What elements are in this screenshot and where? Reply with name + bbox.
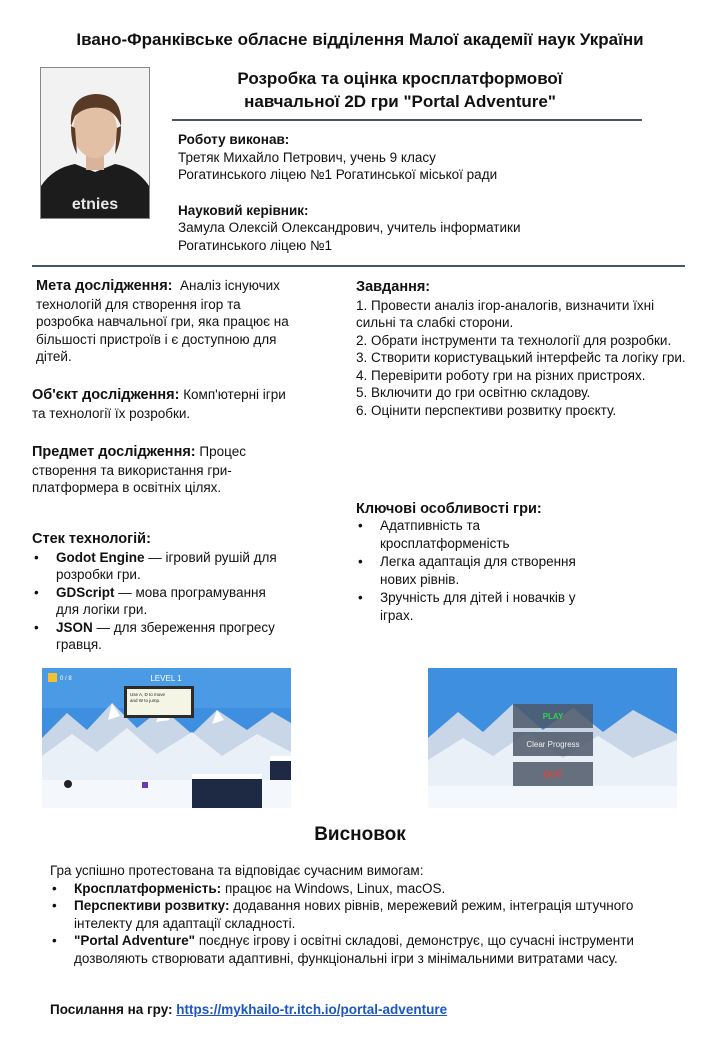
author-line-2: Рогатинського ліцею №1 Рогатинської міської ради [178,167,498,182]
hint-line-2: and W to jump. [130,698,161,703]
subject-text: Процес створення та використання гри-платформера в освітніх цілях. [32,444,246,495]
stack-item-name: GDScript [56,584,115,600]
stack-item-desc: — мова програмування для логіки гри. [56,584,266,617]
task-item: 3. Створити користувацький інтерфейс та логіку гри. [356,350,686,365]
conclusion-item-text: додавання нових рівнів, мережевий режим, інтеграція штучного інтелекту для адаптації складності. [74,898,634,931]
game-menu-screenshot [428,668,677,808]
author-line-1: Третяк Михайло Петрович, учень 9 класу [178,149,436,165]
game-link-line [50,1002,447,1017]
play-button: PLAY [542,712,564,721]
clear-progress-button: Clear Progress [526,740,580,749]
project-title [175,67,625,113]
coin-counter: 0 / 8 [60,676,72,682]
features-label: Ключові особливості гри: [356,501,542,517]
conclusion-section [50,862,660,967]
author-photo [40,67,150,219]
conclusion-item [50,932,660,967]
feature-item: • Легка адаптація для створення нових рівнів. [356,553,606,588]
stack-item [32,549,290,584]
svg-text:etnies: etnies [71,196,119,213]
features-list [356,517,606,624]
goal-label: Мета дослідження: [36,278,173,294]
game-level-screenshot [42,668,291,808]
hint-line-1: Use A, D to move [130,692,166,697]
stack-section [32,531,290,654]
conclusion-item [50,897,660,932]
portrait-image [41,68,149,218]
subject-label: Предмет дослідження: [32,444,196,460]
goal-text: Аналіз існуючих технологій для створення ігор та розробка навчальної гри, яка працює на більшості пристроїв і є доступною для дітей. [36,278,289,364]
object-label: Об'єкт дослідження: [32,387,180,403]
menu-scene [428,668,677,808]
stack-label: Стек технологій: [32,531,151,547]
conclusion-item-text: поєднує ігрову і освітні складові, демонструє, що сучасні інструменти дозволяють створювати адаптивні, функціональні ігри з мінімальними витратами часу. [74,933,634,966]
stack-item-name: JSON [56,619,93,635]
supervisor-line-1: Замула Олексій Олександрович, учитель інформатики [178,220,521,235]
author-label: Роботу виконав: [178,132,290,147]
stack-item [32,619,290,654]
stack-item-name: Godot Engine [56,549,145,565]
conclusion-intro: Гра успішно протестована та відповідає сучасним вимогам: [50,863,424,878]
supervisor-label: Науковий керівник: [178,202,309,218]
conclusion-item-text: працює на Windows, Linux, macOS. [221,880,446,896]
conclusion-item-bold: "Portal Adventure" [74,933,196,948]
features-section [356,501,606,624]
game-link[interactable]: https://mykhailo-tr.itch.io/portal-adventure [176,1002,448,1017]
conclusion-item-bold: Кросплатформеність: [74,880,222,896]
header-divider [32,265,685,267]
task-item: 2. Обрати інструменти та технології для розробки. [356,332,672,348]
conclusion-item-bold: Перспективи розвитку: [74,898,230,913]
object-text: Комп'ютерні ігри та технології їх розробки. [32,387,286,421]
project-title-line-2: навчальної 2D гри "Portal Adventure" [244,92,556,111]
stack-item-desc: — для збереження прогресу гравця. [56,619,275,652]
game-link-label: Посилання на гру: [50,1002,173,1017]
task-item: 5. Включити до гри освітню складову. [356,385,591,400]
quit-button: QUIT [543,770,563,779]
stack-list [32,549,290,654]
project-title-line-1: Розробка та оцінка кросплатформової [237,69,563,88]
author-info [178,131,658,254]
level-scene [42,668,291,808]
task-item: 1. Провести аналіз ігор-аналогів, визначити їхні сильні та слабкі сторони. [356,297,655,330]
subject-section [32,443,270,497]
organization-title: Івано-Франківське обласне відділення Малої академії наук України [76,30,644,49]
stack-item [32,584,290,619]
supervisor-line-2: Рогатинського ліцею №1 [178,237,333,253]
goal-section [36,277,294,366]
stack-item-desc: — ігровий рушій для розробки гри. [56,549,277,582]
task-item: 6. Оцінити перспективи розвитку проєкту. [356,402,617,418]
tasks-section [356,279,688,419]
feature-item: • Адатпивність та кросплатформеність [356,517,606,552]
task-item: 4. Перевірити роботу гри на різних пристроях. [356,367,646,383]
tasks-label: Завдання: [356,279,431,295]
title-divider [172,119,642,121]
conclusion-title: Висновок [314,824,406,845]
conclusion-item [50,880,660,898]
object-section [32,386,290,422]
conclusion-list [50,880,660,968]
level-label: LEVEL 1 [150,674,182,683]
feature-item: • Зручність для дітей і новачків у іграх. [356,589,606,624]
